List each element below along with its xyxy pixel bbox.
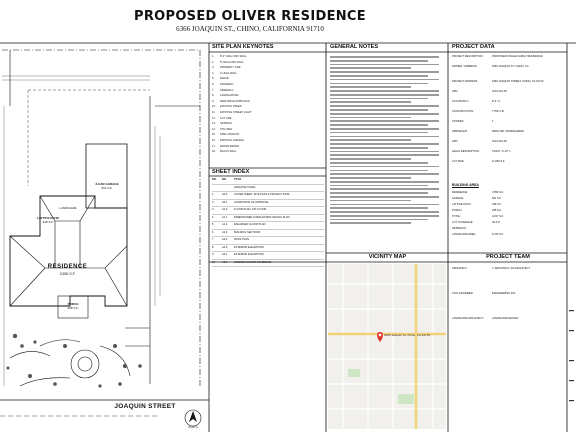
data-row — [452, 119, 564, 124]
sheet-number: 2 — [212, 200, 214, 204]
general-notes-title: GENERAL NOTES — [330, 44, 379, 50]
sheet-title: ARCHITECTURAL — [234, 185, 256, 189]
landscape-label: LANDSCAPE — [59, 206, 77, 210]
sheet-index-table — [212, 177, 324, 267]
sheet-number: 8 — [212, 245, 214, 249]
site-plan-drawing — [0, 46, 209, 432]
sheet-title: COVER SHEET, SITE PLAN & PROJECT DATA — [234, 193, 290, 196]
garage-label: 3-CAR GARAGE — [95, 182, 119, 186]
data-row — [452, 220, 564, 225]
keynote-text: EXISTING TREES — [220, 105, 242, 109]
data-row — [452, 316, 564, 321]
sheet-title: FLOOR PLAN, 1ST FLOOR — [234, 208, 267, 211]
project-team-list — [452, 266, 564, 341]
keynote-number: 2. — [212, 60, 215, 64]
keynote-text: WATER METER — [220, 144, 239, 148]
keynotes-title: SITE PLAN KEYNOTES — [212, 44, 274, 50]
sheet-number: 10 — [212, 260, 215, 264]
sheet-index-row — [212, 260, 324, 268]
keynote-text: 8" HIGH CMU WALL — [220, 60, 244, 64]
data-key: CIVIL ENGINEER: — [452, 292, 474, 295]
project-data-table — [452, 54, 564, 169]
data-key: APN: — [452, 90, 459, 93]
keynote-number: 9. — [212, 99, 215, 103]
keynote-number: 18. — [212, 150, 216, 154]
sheet-code: A4.0 — [222, 245, 228, 249]
sheet-index-row — [212, 215, 324, 223]
data-value: 1016-461-05 — [492, 140, 507, 143]
data-row — [452, 54, 564, 59]
data-row — [452, 202, 564, 207]
data-row — [452, 129, 564, 134]
keynote-number: 15. — [212, 133, 216, 137]
street-label: JOAQUIN STREET — [114, 403, 176, 410]
data-value: NFPA 13D, SPRINKLERED — [492, 130, 524, 133]
sheet-code: A5.0 — [222, 260, 228, 264]
data-value: 6366 JOAQUIN STREET, CHINO, CA 91710 — [492, 80, 544, 83]
sheet-index-row — [212, 192, 324, 200]
data-value: 258 S.F. — [492, 209, 502, 212]
general-notes-body — [330, 54, 445, 226]
data-row — [452, 214, 564, 219]
data-key: LOT SIZE: — [452, 160, 465, 163]
sheet-index-row — [212, 200, 324, 208]
data-key: CONSTRUCTION: — [452, 110, 474, 113]
keynote-text: PROPERTY LINE — [220, 66, 241, 70]
patio-area: 348 S.F. — [42, 220, 54, 224]
sheet-index-header-row — [212, 177, 324, 185]
data-row — [452, 159, 564, 164]
sheet-title: ENLARGED FLOOR PLAN — [234, 223, 266, 226]
keynote-text: DRIVEWAY — [220, 83, 234, 87]
data-key: STORIES: — [452, 120, 465, 123]
data-row — [452, 79, 564, 84]
data-value: ENGINEERING INC. — [492, 292, 517, 295]
data-key: LATTICE PATIO: — [452, 203, 472, 206]
sheet-number: 1 — [212, 193, 214, 196]
sheet-title: EXTERIOR ELEVATIONS — [234, 253, 264, 256]
keynote-number: 6. — [212, 83, 215, 87]
data-value: J. ARCHITECT, AIA ARCHITECT — [492, 267, 530, 270]
sheet-title: EXTERIOR ELEVATIONS — [234, 245, 264, 249]
data-value: TYPE V-B — [492, 110, 504, 113]
sheet-number: 5 — [212, 223, 214, 226]
data-value: 3,550 S.F. — [492, 191, 504, 194]
sheet-index-row — [212, 237, 324, 245]
sheet-number: 7 — [212, 238, 214, 241]
data-key: APN: — [452, 140, 459, 143]
keynote-number: 5. — [212, 77, 215, 81]
project-title: PROPOSED OLIVER RESIDENCE — [134, 9, 366, 24]
sheet-number: 4 — [212, 215, 214, 219]
residence-label: RESIDENCE — [47, 264, 88, 270]
data-row — [452, 190, 564, 195]
data-value: 661 S.F. — [492, 197, 502, 200]
sheet-code: A1.1 — [222, 215, 228, 219]
data-key: LANDSCAPE AREA: — [452, 233, 477, 236]
keynote-number: 7. — [212, 88, 215, 92]
patio-label: LATTICE PATIO — [37, 216, 59, 220]
porch-area: 258 S.F. — [67, 306, 79, 310]
data-key: PROJECT DESCRIPTION: — [452, 55, 484, 58]
vicinity-map-title: VICINITY MAP — [368, 254, 407, 260]
keynote-text: BLOCK WALL — [220, 150, 237, 154]
sheet-index-row — [212, 230, 324, 238]
sheet-code: A1.0 — [222, 208, 228, 211]
keynote-number: 10. — [212, 105, 216, 109]
data-value: R-3 / U — [492, 100, 501, 103]
data-value: TRACT 1 LOT 1 — [492, 150, 511, 153]
data-row — [452, 149, 564, 154]
vicinity-map — [328, 264, 446, 429]
keynote-text: FIRE HYDRANT — [220, 133, 240, 137]
col-title: TITLE — [234, 178, 242, 181]
sheet-index-row — [212, 245, 324, 253]
data-key: GARAGE: — [452, 197, 464, 200]
garage-area: 661 S.F. — [101, 186, 113, 190]
data-row — [452, 208, 564, 213]
keynote-number: 17. — [212, 144, 216, 148]
data-row — [452, 226, 564, 231]
data-key: OWNER / ADDRESS: — [452, 65, 478, 68]
data-value: 11,960 S.F. — [492, 160, 505, 163]
keynote-number: 8. — [212, 94, 215, 98]
sheet-index-row — [212, 252, 324, 260]
sheet-code: A4.1 — [222, 253, 228, 256]
data-key: PROJECT ADDRESS: — [452, 80, 478, 83]
sheet-index-row — [212, 185, 324, 193]
data-row — [452, 89, 564, 94]
data-value: PROPOSED SINGLE FAMILY RESIDENCE — [492, 55, 543, 58]
data-row — [452, 64, 564, 69]
building-area-title: BUILDING AREA — [452, 183, 479, 187]
data-value: 1016-461-05 — [492, 90, 507, 93]
sheet-title: DIMENSIONED & REFLECTED CEILING PLAN — [234, 215, 290, 219]
building-area-table — [452, 190, 564, 238]
keynote-number: 4. — [212, 71, 215, 75]
keynote-text: NEW DRIVE APPROACH — [220, 99, 250, 103]
keynote-text: LANDSCAPING — [220, 94, 239, 98]
sheet-number: 6 — [212, 230, 214, 234]
keynote-item — [212, 149, 324, 155]
sheet-code: A0.1 — [222, 200, 228, 204]
col-no: NO. — [212, 178, 217, 181]
data-key: LEGAL DESCRIPTION: — [452, 150, 480, 153]
sheet-number: 3 — [212, 208, 214, 211]
project-team-title: PROJECT TEAM — [486, 254, 530, 260]
keynote-number: 3. — [212, 66, 215, 70]
data-key: OCCUPANCY: — [452, 100, 469, 103]
data-value — [492, 226, 564, 231]
sheet-title: BUILDING SECTIONS — [234, 230, 261, 234]
data-value: 4,817 S.F. — [492, 215, 504, 218]
sheet-title: ROOF PLAN — [234, 238, 249, 241]
data-key: LANDSCAPE ARCHITECT: — [452, 317, 484, 320]
sheet-code — [222, 185, 234, 192]
data-key: TOTAL: — [452, 215, 461, 218]
keynote-text: SETBACK — [220, 122, 233, 126]
sheet-code: A3.0 — [222, 238, 228, 241]
data-row — [452, 196, 564, 201]
keynote-text: 4' HIGH WALL — [220, 71, 237, 75]
map-marker-label: 6366 Joaquin St, Chino, CA 91710 — [384, 333, 431, 337]
data-value: LANDSCAPE DESIGN — [492, 317, 519, 320]
keynote-number: 14. — [212, 127, 216, 131]
col-sheet: NO. — [222, 178, 227, 181]
data-key: RESIDENCE: — [452, 191, 468, 194]
keynote-text: UTILITIES — [220, 127, 233, 131]
project-address: 6366 JOAQUIN ST., CHINO, CALIFORNIA 91710 — [176, 25, 324, 33]
data-key: LOT COVERAGE: — [452, 221, 474, 224]
keynote-text: EXISTING GARAGE — [220, 139, 244, 142]
sheet-index-title: SHEET INDEX — [212, 169, 250, 175]
data-value: 1 — [492, 120, 494, 123]
sheet-number: 9 — [212, 253, 214, 256]
data-value: 5,474 S.F. — [492, 233, 504, 236]
sheet-number — [212, 185, 222, 192]
sheet-code: A2.0 — [222, 230, 228, 234]
keynote-text: SIDEWALK — [220, 88, 234, 92]
keynotes-list — [212, 54, 324, 155]
keynote-text: FENCE — [220, 77, 229, 81]
sheet-title: CONDITIONS OF APPROVAL — [234, 200, 269, 204]
keynote-number: 16. — [212, 139, 216, 142]
keynote-number: 12. — [212, 116, 216, 120]
project-data-title: PROJECT DATA — [452, 44, 495, 50]
residence-area: 3,550 S.F. — [59, 272, 76, 276]
site-plan — [0, 46, 209, 432]
data-value: 348 S.F. — [492, 203, 502, 206]
data-row — [452, 139, 564, 144]
data-row — [452, 232, 564, 237]
data-key: PORCH: — [452, 209, 463, 212]
keynote-number: 11. — [212, 111, 216, 115]
data-key: ARCHITECT: — [452, 267, 468, 270]
porch-label: PORCH — [67, 302, 79, 306]
sheet-code: A1.2 — [222, 223, 228, 226]
sheet-index-row — [212, 207, 324, 215]
sheet-code: A0.0 — [222, 193, 228, 196]
sheet-index-row — [212, 222, 324, 230]
keynote-number: 1. — [212, 55, 215, 59]
keynote-text: LOT LINE — [220, 116, 232, 120]
keynote-text: EXISTING STREET LIGHT — [220, 111, 252, 115]
data-row — [452, 99, 564, 104]
data-key: SPRINKLER: — [452, 130, 468, 133]
keynote-number: 13. — [212, 122, 216, 126]
keynote-text: 8'-0" HIGH CMU WALL — [220, 55, 247, 59]
sheet-title: WINDOW & DOOR SCHEDULE — [234, 260, 272, 264]
data-key: SETBACKS: — [452, 227, 467, 230]
north-label: NORTH — [188, 426, 198, 429]
data-row — [452, 109, 564, 114]
data-value: 40.3 % — [492, 221, 501, 224]
data-row — [452, 266, 564, 271]
data-value: 6366 JOAQUIN ST. CHINO, CA — [492, 65, 529, 68]
data-row — [452, 291, 564, 296]
